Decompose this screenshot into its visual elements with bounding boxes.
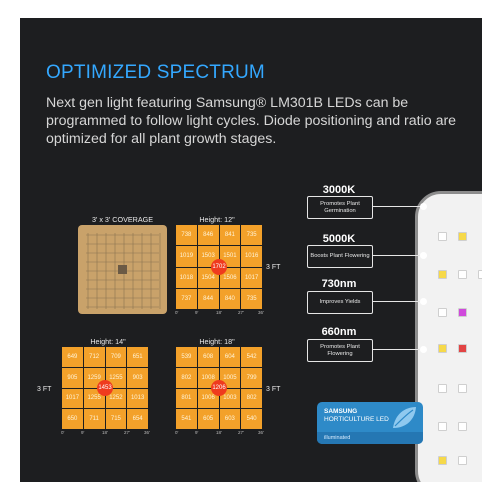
heatmap-center-value: 1702 bbox=[211, 259, 227, 275]
led-icon bbox=[438, 456, 447, 465]
heatmap-cell: 1005 bbox=[220, 368, 241, 388]
map-14-title: Height: 14" bbox=[90, 337, 126, 346]
axis-tick: 36' bbox=[258, 310, 264, 315]
axis-tick: 18' bbox=[216, 430, 222, 435]
leader-dot bbox=[420, 346, 427, 353]
spectrum-730nm-desc: Improves Yields bbox=[307, 291, 373, 314]
heatmap-cell: 738 bbox=[176, 225, 197, 245]
heatmap-cell: 1016 bbox=[241, 246, 262, 266]
heatmap-cell: 802 bbox=[176, 368, 197, 388]
coverage-title: 3' x 3' COVERAGE bbox=[91, 215, 154, 224]
axis-tick: 36' bbox=[258, 430, 264, 435]
heatmap-cell: 840 bbox=[220, 289, 241, 309]
heatmap-cell: 654 bbox=[127, 409, 148, 429]
heatmap-cell: 1252 bbox=[106, 389, 127, 409]
heatmap-cell: 801 bbox=[176, 389, 197, 409]
heatmap-cell: 711 bbox=[84, 409, 105, 429]
led-icon bbox=[458, 270, 467, 279]
heatmap-cell: 539 bbox=[176, 347, 197, 367]
heatmap-cell: 1013 bbox=[127, 389, 148, 409]
heatmap-cell: 735 bbox=[241, 225, 262, 245]
led-icon bbox=[438, 344, 447, 353]
ft-label: 3 FT bbox=[266, 264, 281, 271]
led-icon bbox=[458, 344, 467, 353]
heatmap-cell: 712 bbox=[84, 347, 105, 367]
samsung-horticulture-badge bbox=[317, 402, 423, 444]
heatmap-cell: 1017 bbox=[241, 268, 262, 288]
heatmap-cell: 1006 bbox=[198, 389, 219, 409]
axis-tick: 9' bbox=[195, 430, 199, 435]
heatmap-cell: 844 bbox=[198, 289, 219, 309]
axis-tick: 0' bbox=[175, 430, 179, 435]
description-text: Next gen light featuring Samsung® LM301B LEDs can be programmed to follow light cycles. Diode positioning and ratio are optimized for all plant growth stages. bbox=[46, 95, 457, 147]
heatmap-cell: 542 bbox=[241, 347, 262, 367]
heatmap-cell: 605 bbox=[198, 409, 219, 429]
heatmap-cell: 1503 bbox=[198, 246, 219, 266]
map-18-title: Height: 18" bbox=[199, 337, 235, 346]
page-title: OPTIMIZED SPECTRUM bbox=[46, 62, 265, 83]
spectrum-panel bbox=[20, 18, 482, 482]
heatmap-cell: 541 bbox=[176, 409, 197, 429]
heatmap-cell: 1003 bbox=[220, 389, 241, 409]
heatmap-cell: 903 bbox=[127, 368, 148, 388]
leaf-icon bbox=[389, 404, 419, 432]
axis-tick: 18' bbox=[102, 430, 108, 435]
axis-tick: 9' bbox=[195, 310, 199, 315]
heatmap-cell: 1018 bbox=[176, 268, 197, 288]
heatmap-cell: 799 bbox=[241, 368, 262, 388]
heatmap-cell: 604 bbox=[220, 347, 241, 367]
map-12-title: Height: 12" bbox=[199, 215, 235, 224]
heatmap-cell: 650 bbox=[62, 409, 83, 429]
led-icon bbox=[458, 422, 467, 431]
led-icon bbox=[458, 308, 467, 317]
spectrum-5000k-label: 5000K bbox=[322, 233, 356, 245]
axis-tick: 9' bbox=[81, 430, 85, 435]
led-icon bbox=[458, 384, 467, 393]
leader-line bbox=[373, 301, 423, 302]
leader-dot bbox=[420, 203, 427, 210]
led-board-diagram bbox=[78, 225, 167, 314]
heatmap-cell: 1255 bbox=[84, 389, 105, 409]
heatmap-cell: 649 bbox=[62, 347, 83, 367]
leader-dot bbox=[420, 298, 427, 305]
led-icon bbox=[458, 456, 467, 465]
heatmap-cell: 608 bbox=[198, 347, 219, 367]
spectrum-3000k-label: 3000K bbox=[322, 184, 356, 196]
leader-line bbox=[373, 206, 423, 207]
heatmap-cell: 1504 bbox=[198, 268, 219, 288]
axis-tick: 27' bbox=[238, 430, 244, 435]
ft-label: 3 FT bbox=[37, 386, 52, 393]
spectrum-730nm-label: 730nm bbox=[321, 278, 357, 290]
axis-tick: 0' bbox=[175, 310, 179, 315]
led-icon bbox=[438, 308, 447, 317]
leader-dot bbox=[420, 252, 427, 259]
axis-tick: 36' bbox=[144, 430, 150, 435]
led-icon bbox=[438, 232, 447, 241]
heatmap-cell: 905 bbox=[62, 368, 83, 388]
coverage-map-image bbox=[78, 225, 167, 314]
spectrum-660nm-label: 660nm bbox=[321, 326, 357, 338]
heatmap-cell: 802 bbox=[241, 389, 262, 409]
leader-line bbox=[373, 255, 423, 256]
spectrum-5000k-desc: Boosts Plant Flowering bbox=[307, 245, 373, 268]
heatmap-cell: 1259 bbox=[84, 368, 105, 388]
badge-sub: illuminated bbox=[324, 435, 351, 441]
led-icon bbox=[458, 232, 467, 241]
heatmap-cell: 715 bbox=[106, 409, 127, 429]
leader-line bbox=[373, 349, 423, 350]
heatmap-cell: 709 bbox=[106, 347, 127, 367]
led-icon bbox=[438, 422, 447, 431]
axis-tick: 0' bbox=[61, 430, 65, 435]
spectrum-660nm-desc: Promotes Plant Flowering bbox=[307, 339, 373, 362]
heatmap-cell: 651 bbox=[127, 347, 148, 367]
heatmap-cell: 1255 bbox=[106, 368, 127, 388]
ft-label: 3 FT bbox=[266, 386, 281, 393]
heatmap-center-value: 1453 bbox=[97, 380, 113, 396]
heatmap-cell: 1008 bbox=[198, 368, 219, 388]
heatmap-cell: 1506 bbox=[220, 268, 241, 288]
heatmap-cell: 1501 bbox=[220, 246, 241, 266]
axis-tick: 27' bbox=[238, 310, 244, 315]
heatmap-cell: 735 bbox=[241, 289, 262, 309]
heatmap-cell: 603 bbox=[220, 409, 241, 429]
heatmap-cell: 540 bbox=[241, 409, 262, 429]
heatmap-cell: 1017 bbox=[62, 389, 83, 409]
badge-line: HORTICULTURE LED bbox=[324, 416, 389, 423]
led-icon bbox=[438, 270, 447, 279]
led-icon bbox=[478, 270, 482, 279]
heatmap-cell: 846 bbox=[198, 225, 219, 245]
badge-brand: SAMSUNG bbox=[324, 408, 358, 415]
heatmap-cell: 737 bbox=[176, 289, 197, 309]
heatmap-cell: 841 bbox=[220, 225, 241, 245]
spectrum-3000k-desc: Promotes Plant Germination bbox=[307, 196, 373, 219]
heatmap-cell: 1019 bbox=[176, 246, 197, 266]
axis-tick: 27' bbox=[124, 430, 130, 435]
axis-tick: 18' bbox=[216, 310, 222, 315]
led-icon bbox=[438, 384, 447, 393]
heatmap-center-value: 1206 bbox=[211, 380, 227, 396]
grow-light-panel-image bbox=[415, 191, 482, 482]
